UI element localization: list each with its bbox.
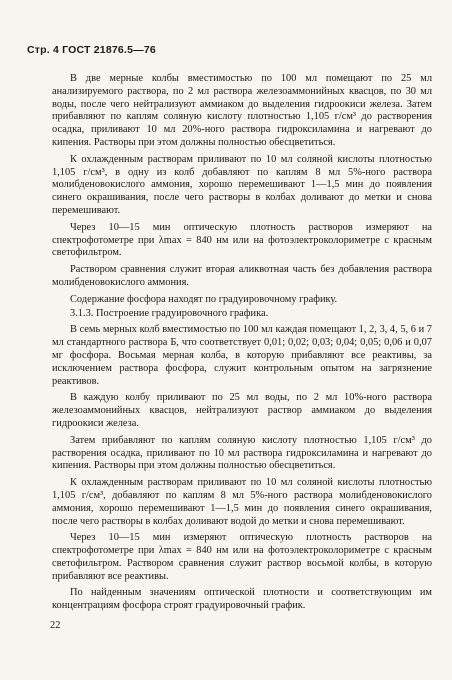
paragraph-8: Затем прибавляют по каплям соляную кислоту плотностью 1,105 г/см³ до растворения осадка, приливают по 10 мл раствора гидроксиламина и нагревают до кипения. Растворы при этом должны полностью обесцветиться. <box>52 434 432 472</box>
paragraph-7: В каждую колбу приливают по 25 мл воды, по 2 мл 10%-ного раствора железоаммонийных квасцов, нейтрализуют раствор аммиаком до выделения гидроокиси железа. <box>52 392 432 429</box>
page-header: Стр. 4 ГОСТ 21876.5—76 <box>27 44 156 56</box>
paragraph-1: В две мерные колбы вместимостью по 100 мл помещают по 25 мл анализируемого раствора, по 2 мл раствора железоаммонийных квасцов, по 30 мл воды, после чего нейтрализуют аммиаком до выделения гидроокиси железа. Затем прибавляют по каплям соляную кислоту плотностью 1,105 г/см³ до растворения осадка, приливают 10 мл 20%-ного раствора гидроксиламина и нагревают до кипения. Растворы при этом должны полностью обесцветиться. <box>52 73 432 148</box>
paragraph-11: По найденным значениям оптической плотности и соответствующим им концентрациям фосфора строят градуировочный график. <box>52 587 432 612</box>
paragraph-10: Через 10—15 мин измеряют оптическую плотность растворов на спектрофотометре при λmax = 840 нм или на фотоэлектроколориметре с красным светофильтром. Раствором сравнения служит раствор восьмой колбы, в которую прибавляют все реактивы. <box>52 532 432 582</box>
paragraph-9: К охлажденным растворам приливают по 10 мл соляной кислоты плотностью 1,105 г/см³, добавляют по каплям 8 мл 5%-ного раствора молибденовокислого аммония, хорошо перемешивают 1—1,5 мин до появления синего окрашивания, после чего растворы в колбах доливают водой до метки и снова перемешивают. <box>52 477 432 527</box>
paragraph-6: В семь мерных колб вместимостью по 100 мл каждая помещают 1, 2, 3, 4, 5, 6 и 7 мл стандартного раствора Б, что соответствует 0,01; 0,02; 0,03; 0,04; 0,05; 0,06 и 0,07 мг фосфора. Восьмая мерная колба, в которую прибавляют все реактивы, за исключением раствора фосфора, служит контрольным опытом на загрязнение реактивов. <box>52 324 432 387</box>
document-body <box>52 73 432 617</box>
paragraph-4: Раствором сравнения служит вторая аликвотная часть без добавления раствора молибденовокислого аммония. <box>52 264 432 288</box>
paragraph-2: К охлажденным растворам приливают по 10 мл соляной кислоты плотностью 1,105 г/см³, в одну из колб добавляют по каплям 8 мл 5%-ного раствора молибденовокислого аммония, хорошо перемешивают 1—1,5 мин до появления синего окрашивания, после чего растворы в колбах доливают до метки и снова перемешивают. <box>52 153 432 216</box>
paragraph-5: Содержание фосфора находят по градуировочному графику. <box>70 293 338 305</box>
page-number: 22 <box>50 620 61 631</box>
section-heading: 3.1.3. Построение градуировочного графика. <box>70 307 269 319</box>
paragraph-3: Через 10—15 мин оптическую плотность растворов измеряют на спектрофотометре при λmax = 840 нм или на фотоэлектроколориметре с красным светофильтром. <box>52 221 432 259</box>
